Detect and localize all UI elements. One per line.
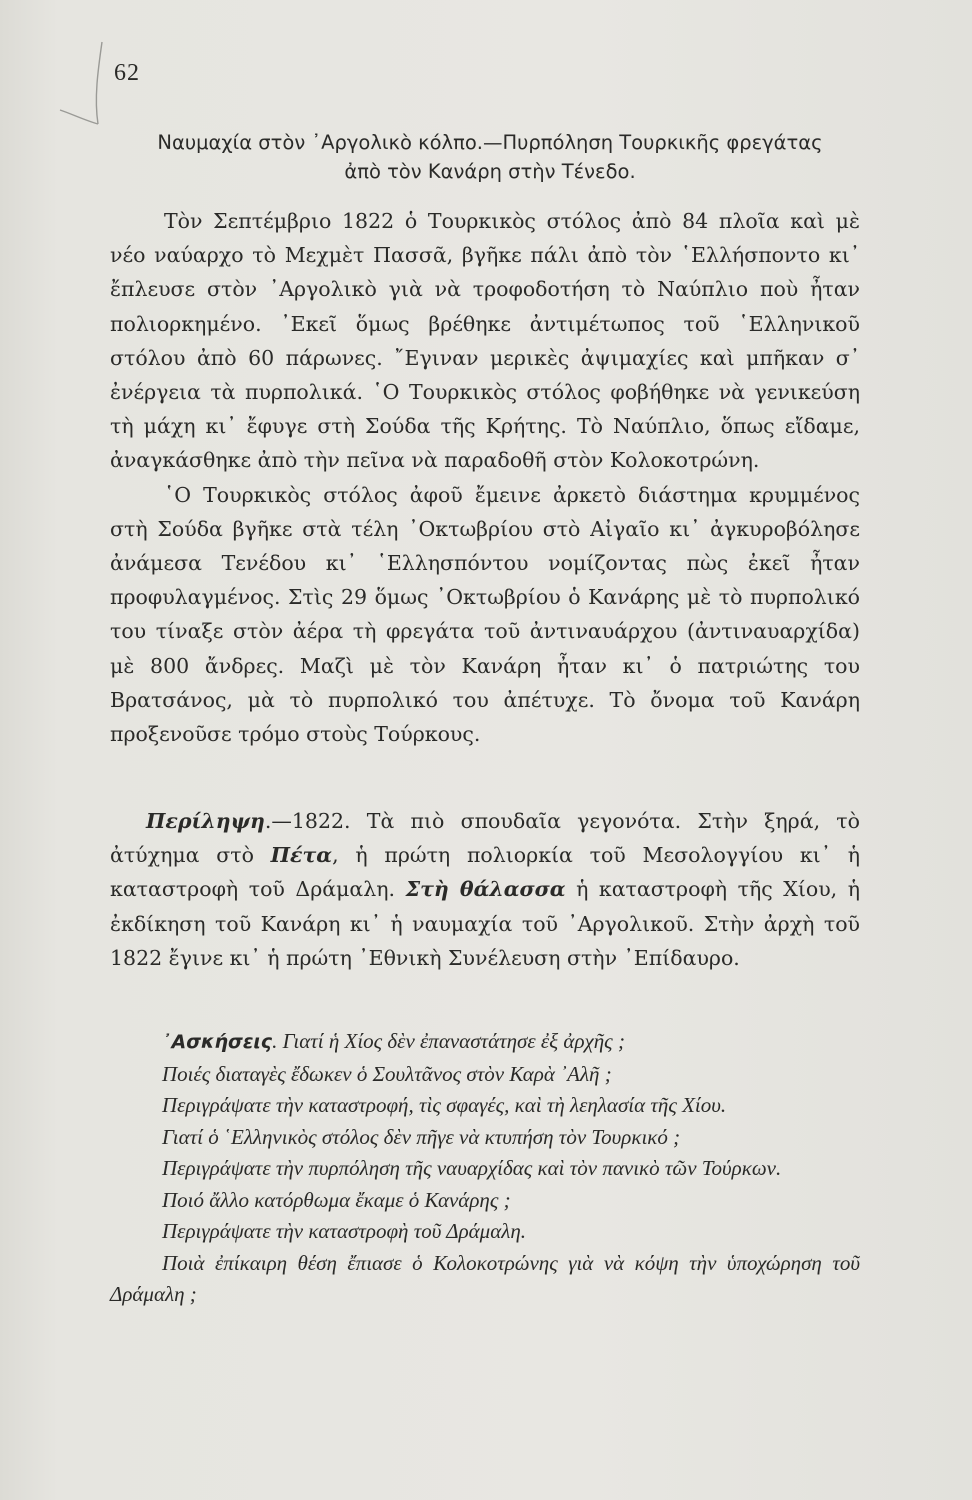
page-number: 62 — [114, 60, 140, 86]
summary-paragraph — [110, 804, 860, 975]
exercise-item: Ποιό ἄλλο κατόρθωμα ἔκαμε ὁ Κανάρης ; — [162, 1187, 511, 1212]
exercise-item: Ποιὰ ἐπίκαιρη θέση ἔπιασε ὁ Κολοκοτρώνης γιὰ νὰ κόψη τὴν ὑποχώρηση τοῦ Δράμαλη ; — [110, 1250, 860, 1306]
exercise-item: Ποιές διαταγὲς ἔδωκεν ὁ Σουλτᾶνος στὸν Καρὰ ᾿Αλῆ ; — [162, 1061, 612, 1086]
heading-line-1: Ναυμαχία στὸν ᾿Αργολικὸ κόλπο.—Πυρπόληση Τουρκικῆς φρεγάτας — [157, 131, 823, 154]
summary-text: ἡ καταστροφὴ τῆς Χίου, ἡ ἐκδίκηση τοῦ Κανάρη κι᾿ ἡ ναυμαχία τοῦ ᾿Αργολικοῦ. Στὴν ἀρχὴ τοῦ 1822 ἔγινε κι᾿ ἡ πρώτη ᾿Εθνικὴ Συνέλευση στὴν ᾿Επίδαυρο. — [110, 877, 860, 970]
summary-label: Περίληψη — [146, 809, 265, 833]
exercises-section — [110, 1026, 860, 1311]
paragraph: Τὸν Σεπτέμβριο 1822 ὁ Τουρκικὸς στόλος ἀπὸ 84 πλοῖα καὶ μὲ νέο ναύαρχο τὸ Μεχμὲτ Πασσᾶ, βγῆκε πάλι ἀπὸ τὸν ῾Ελλήσποντο κι᾿ ἔπλευσε στὸν ᾿Αργολικὸ γιὰ νὰ τροφοδοτήση τὸ Ναύπλιο ποὺ ἦταν πολιορκημένο. ᾿Εκεῖ ὅμως βρέθηκε ἀντιμέτωπος τοῦ ῾Ελληνικοῦ στόλου ἀπὸ 60 πάρωνες. ῎Εγιναν μερικὲς ἀψιμαχίες καὶ μπῆκαν σ᾿ ἐνέργεια τὰ πυρπολικά. ῾Ο Τουρκικὸς στόλος φοβήθηκε νὰ γενικεύση τὴ μάχη κι᾿ ἔφυγε στὴ Σούδα τῆς Κρήτης. Τὸ Ναύπλιο, ὅπως εἴδαμε, ἀναγκάσθηκε ἀπὸ τὴν πεῖνα νὰ παραδοθῆ στὸν Κολοκοτρώνη. — [110, 209, 860, 473]
exercises-label: ᾿Ασκήσεις — [162, 1031, 273, 1053]
summary-text: , ἡ πρώτη πολιορκία τοῦ Μεσολογγίου κι᾿ ἡ καταστροφὴ τοῦ Δράμαλη. — [110, 843, 860, 902]
exercise-item — [110, 1026, 860, 1059]
exercise-item: Περιγράψατε τὴν πυρπόληση τῆς ναυαρχίδας καὶ τὸν πανικὸ τῶν Τούρκων. — [162, 1156, 782, 1180]
heading-line-2: ἀπὸ τὸν Κανάρη στὴν Τένεδο. — [344, 160, 636, 183]
exercise-item: Γιατί ὁ ῾Ελληνικὸς στόλος δὲν πῆγε νὰ κτυπήση τὸν Τουρκικό ; — [162, 1124, 681, 1149]
summary-emphasis-sea: Στὴ θάλασσα — [405, 877, 566, 902]
main-text — [110, 204, 860, 751]
exercise-item: Περιγράψατε τὴν καταστροφὴ τοῦ Δράμαλη. — [162, 1219, 527, 1243]
exercise-question: . Γιατί ἡ Χίος δὲν ἐπαναστάτησε ἐξ ἀρχῆς ; — [272, 1029, 625, 1053]
section-heading — [110, 128, 870, 186]
summary-section — [110, 804, 860, 975]
paragraph: ῾Ο Τουρκικὸς στόλος ἀφοῦ ἔμεινε ἀρκετὸ διάστημα κρυμμένος στὴ Σούδα βγῆκε στὰ τέλη ᾿Οκτωβρίου στὸ Αἰγαῖο κι᾿ ἀγκυροβόλησε ἀνάμεσα Τενέδου κι᾿ ῾Ελλησπόντου νομίζοντας πὼς ἐκεῖ ἦταν προφυλαγμένος. Στὶς 29 ὅμως ᾿Οκτωβρίου ὁ Κανάρης μὲ τὸ πυρπολικό του τίναξε στὸν ἀέρα τὴ φρεγάτα τοῦ ἀντιναυάρχου (ἀντιναυαρχίδα) μὲ 800 ἄνδρες. Μαζὶ μὲ τὸν Κανάρη ἦταν κι᾿ ὁ πατριώτης του Βρατσάνος, μὰ τὸ πυρπολικό του ἀπέτυχε. Τὸ ὄνομα τοῦ Κανάρη προξενοῦσε τρόμο στοὺς Τούρκους. — [110, 482, 860, 747]
summary-text: .—1822. Τὰ πιὸ σπουδαῖα γεγονότα. Στὴν ξηρά, τὸ ἀτύχημα στὸ — [110, 809, 860, 868]
exercise-item: Περιγράψατε τὴν καταστροφή, τὶς σφαγές, καὶ τὴ λεηλασία τῆς Χίου. — [162, 1093, 727, 1117]
summary-emphasis-peta: Πέτα — [270, 843, 333, 868]
pencil-check-mark-icon — [58, 40, 110, 126]
